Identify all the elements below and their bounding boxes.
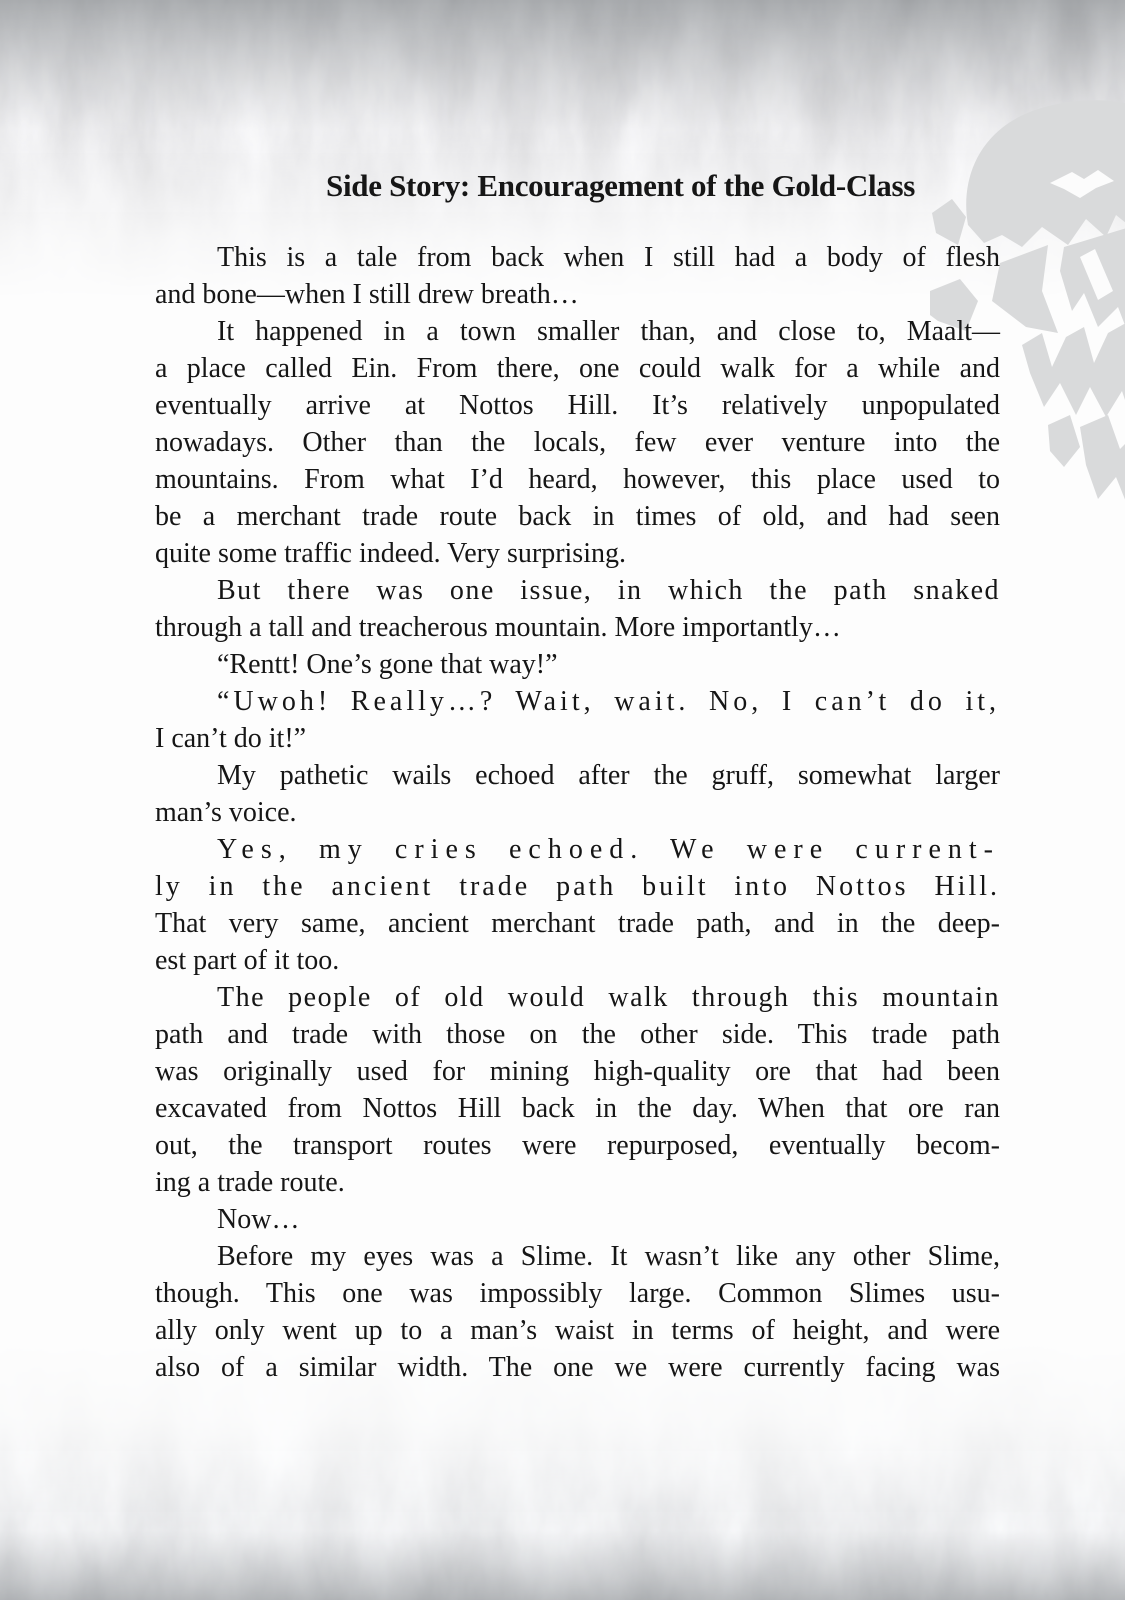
text-line: My pathetic wails echoed after the gruff, somewhat larger (217, 760, 1000, 791)
text-line: Yes, my cries echoed. We were current- (217, 834, 1000, 865)
text-line: nowadays. Other than the locals, few ever venture into the (155, 427, 1000, 458)
text-line: Before my eyes was a Slime. It wasn’t like any other Slime, (217, 1241, 1000, 1272)
text-line: and bone—when I still drew breath… (155, 279, 579, 310)
text-line: excavated from Nottos Hill back in the day. When that ore ran (155, 1093, 1000, 1124)
story-text (155, 239, 1000, 1386)
text-line: also of a similar width. The one we were currently facing was (155, 1352, 1000, 1383)
text-line: mountains. From what I’d heard, however, this place used to (155, 464, 1000, 495)
text-line: a place called Ein. From there, one could walk for a while and (155, 353, 1000, 384)
text-line: out, the transport routes were repurposed, eventually becom- (155, 1130, 1000, 1161)
text-line: est part of it too. (155, 945, 340, 976)
text-line: man’s voice. (155, 797, 297, 828)
text-line: I can’t do it!” (155, 723, 307, 754)
text-line: be a merchant trade route back in times of old, and had seen (155, 501, 1000, 532)
text-line: was originally used for mining high-quality ore that had been (155, 1056, 1000, 1087)
text-line: path and trade with those on the other side. This trade path (155, 1019, 1000, 1050)
text-line: ing a trade route. (155, 1167, 345, 1198)
text-line: Now… (217, 1204, 300, 1235)
chapter-title: Side Story: Encouragement of the Gold-Class (326, 168, 915, 203)
text-line: through a tall and treacherous mountain. More importantly… (155, 612, 841, 643)
text-line: “Uwoh! Really…? Wait, wait. No, I can’t do it, (217, 686, 1000, 717)
text-line: This is a tale from back when I still had a body of flesh (217, 242, 1000, 273)
text-line: “Rentt! One’s gone that way!” (217, 649, 558, 680)
text-line: That very same, ancient merchant trade path, and in the deep- (155, 908, 1000, 939)
text-line: though. This one was impossibly large. Common Slimes usu- (155, 1278, 1000, 1309)
text-line: ally only went up to a man’s waist in terms of height, and were (155, 1315, 1000, 1346)
text-line: eventually arrive at Nottos Hill. It’s relatively unpopulated (155, 390, 1000, 421)
text-line: But there was one issue, in which the path snaked (217, 575, 1000, 606)
text-line: ly in the ancient trade path built into Nottos Hill. (155, 871, 1000, 902)
text-line: quite some traffic indeed. Very surprising. (155, 538, 626, 569)
text-line: The people of old would walk through this mountain (217, 982, 1000, 1013)
text-line: It happened in a town smaller than, and close to, Maalt— (217, 316, 1000, 347)
